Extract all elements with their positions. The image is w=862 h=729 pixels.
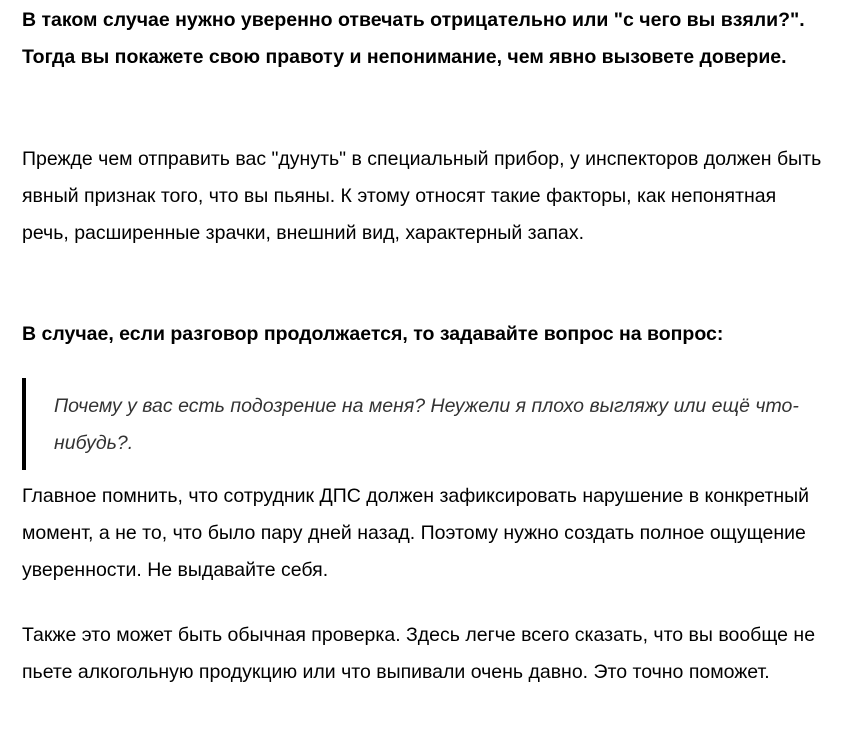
paragraph-question-bold: В случае, если разговор продолжается, то задавайте вопрос на вопрос: xyxy=(22,323,724,345)
blockquote xyxy=(22,378,812,470)
paragraph-main-point: Главное помнить, что сотрудник ДПС должен зафиксировать нарушение в конкретный момент, а не то, что было пару дней назад. Поэтому нужно создать полное ощущение уверенности. Не выдавайте себя. xyxy=(22,485,810,581)
paragraph-advice-bold: В таком случае нужно уверенно отвечать отрицательно или "с чего вы взяли?". Тогда вы покажете свою правоту и непонимание, чем явно вызовете доверие. xyxy=(22,9,805,68)
paragraph-routine-check: Также это может быть обычная проверка. Здесь легче всего сказать, что вы вообще не пьете алкогольную продукцию или что выпивали очень давно. Это точно поможет. xyxy=(22,624,816,683)
paragraph-inspector-signs: Прежде чем отправить вас "дунуть" в специальный прибор, у инспекторов должен быть явный признак того, что вы пьяны. К этому относят такие факторы, как непонятная речь, расширенные зрачки, внешний вид, характерный запах. xyxy=(22,148,822,244)
blockquote-text: Почему у вас есть подозрение на меня? Неужели я плохо выгляжу или ещё что-нибудь?. xyxy=(54,395,799,454)
